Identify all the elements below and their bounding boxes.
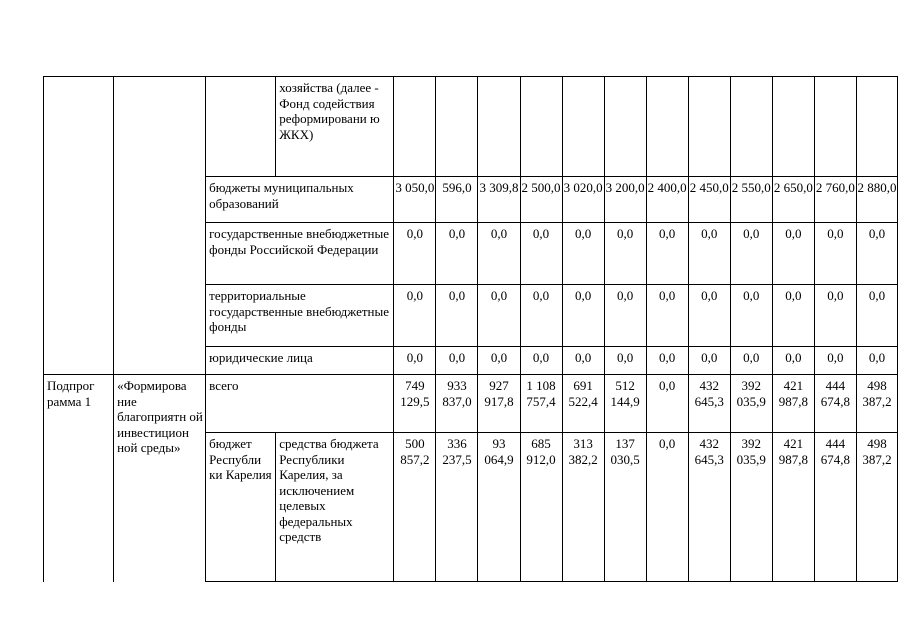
value-cell: 3 020,0 (562, 177, 604, 223)
value-cell: 0,0 (394, 223, 436, 285)
total-value: 512 144,9 (604, 375, 646, 433)
value-cell: 0,0 (604, 285, 646, 347)
value-cell: 0,0 (772, 347, 814, 375)
value-cell: 0,0 (436, 285, 478, 347)
value-cell: 0,0 (520, 285, 562, 347)
total-value: 392 035,9 (730, 375, 772, 433)
total-label: всего (206, 375, 394, 433)
table-row (44, 375, 898, 433)
value-cell: 0,0 (394, 285, 436, 347)
value-cell (604, 77, 646, 177)
total-value: 444 674,8 (814, 375, 856, 433)
subprogram-status: Подпрог рамма 1 (44, 375, 114, 582)
value-cell: 2 400,0 (646, 177, 688, 223)
value-cell: 0,0 (604, 223, 646, 285)
total-value: 933 837,0 (436, 375, 478, 433)
value-cell (478, 77, 520, 177)
source-label: бюджет Республи ки Карелия (206, 433, 276, 582)
source-value: 444 674,8 (814, 433, 856, 582)
value-cell: 0,0 (814, 347, 856, 375)
source-value: 93 064,9 (478, 433, 520, 582)
total-value: 749 129,5 (394, 375, 436, 433)
value-cell: 0,0 (604, 347, 646, 375)
source-value: 685 912,0 (520, 433, 562, 582)
value-cell: 0,0 (436, 223, 478, 285)
value-cell: 0,0 (688, 347, 730, 375)
total-value: 1 108 757,4 (520, 375, 562, 433)
total-value: 691 522,4 (562, 375, 604, 433)
source-value: 336 237,5 (436, 433, 478, 582)
value-cell: 0,0 (814, 223, 856, 285)
value-cell (436, 77, 478, 177)
value-cell: 3 309,8 (478, 177, 520, 223)
value-cell: 0,0 (562, 285, 604, 347)
value-cell: 0,0 (856, 223, 897, 285)
value-cell: 2 760,0 (814, 177, 856, 223)
source-value: 498 387,2 (856, 433, 897, 582)
value-cell: 0,0 (814, 285, 856, 347)
value-cell: 0,0 (478, 347, 520, 375)
value-cell: 2 550,0 (730, 177, 772, 223)
total-value: 421 987,8 (772, 375, 814, 433)
value-cell: 0,0 (772, 285, 814, 347)
source-value: 313 382,2 (562, 433, 604, 582)
row-label: территориальные государственные внебюджетные фонды (206, 285, 394, 347)
source-value: 0,0 (646, 433, 688, 582)
subprogram-name: «Формирова ние благоприятн ой инвестицион ной среды» (114, 375, 206, 582)
value-cell: 596,0 (436, 177, 478, 223)
value-cell: 0,0 (730, 223, 772, 285)
value-cell: 0,0 (436, 347, 478, 375)
total-value: 432 645,3 (688, 375, 730, 433)
value-cell: 0,0 (394, 347, 436, 375)
empty-source-cell (206, 77, 276, 177)
row-label: юридические лица (206, 347, 394, 375)
value-cell: 0,0 (856, 347, 897, 375)
value-cell (394, 77, 436, 177)
value-cell: 0,0 (730, 347, 772, 375)
value-cell: 0,0 (646, 223, 688, 285)
value-cell (520, 77, 562, 177)
row-label: бюджеты муниципальных образований (206, 177, 394, 223)
value-cell: 0,0 (478, 285, 520, 347)
value-cell: 0,0 (520, 223, 562, 285)
value-cell (730, 77, 772, 177)
value-cell: 0,0 (646, 285, 688, 347)
empty-status-cell (44, 77, 114, 375)
source-value: 500 857,2 (394, 433, 436, 582)
value-cell: 0,0 (562, 223, 604, 285)
row-label: хозяйства (далее - Фонд содействия реформировани ю ЖКХ) (276, 77, 394, 177)
empty-name-cell (114, 77, 206, 375)
source-value: 137 030,5 (604, 433, 646, 582)
table-row (44, 77, 898, 177)
value-cell: 0,0 (646, 347, 688, 375)
value-cell: 0,0 (856, 285, 897, 347)
value-cell: 0,0 (688, 223, 730, 285)
value-cell: 2 450,0 (688, 177, 730, 223)
value-cell: 0,0 (772, 223, 814, 285)
row-label: государственные внебюджетные фонды Российской Федерации (206, 223, 394, 285)
value-cell: 2 650,0 (772, 177, 814, 223)
value-cell: 0,0 (562, 347, 604, 375)
value-cell: 3 200,0 (604, 177, 646, 223)
source-value: 432 645,3 (688, 433, 730, 582)
value-cell: 3 050,0 (394, 177, 436, 223)
source-value: 392 035,9 (730, 433, 772, 582)
value-cell: 0,0 (688, 285, 730, 347)
total-value: 0,0 (646, 375, 688, 433)
value-cell (646, 77, 688, 177)
source-sub-label: средства бюджета Республики Карелия, за исключением целевых федеральных средств (276, 433, 394, 582)
value-cell (856, 77, 897, 177)
value-cell (772, 77, 814, 177)
total-value: 927 917,8 (478, 375, 520, 433)
total-value: 498 387,2 (856, 375, 897, 433)
source-value: 421 987,8 (772, 433, 814, 582)
value-cell (562, 77, 604, 177)
value-cell: 2 880,0 (856, 177, 897, 223)
value-cell: 0,0 (478, 223, 520, 285)
value-cell: 0,0 (730, 285, 772, 347)
value-cell: 2 500,0 (520, 177, 562, 223)
value-cell: 0,0 (520, 347, 562, 375)
value-cell (688, 77, 730, 177)
funding-table (43, 76, 898, 582)
value-cell (814, 77, 856, 177)
